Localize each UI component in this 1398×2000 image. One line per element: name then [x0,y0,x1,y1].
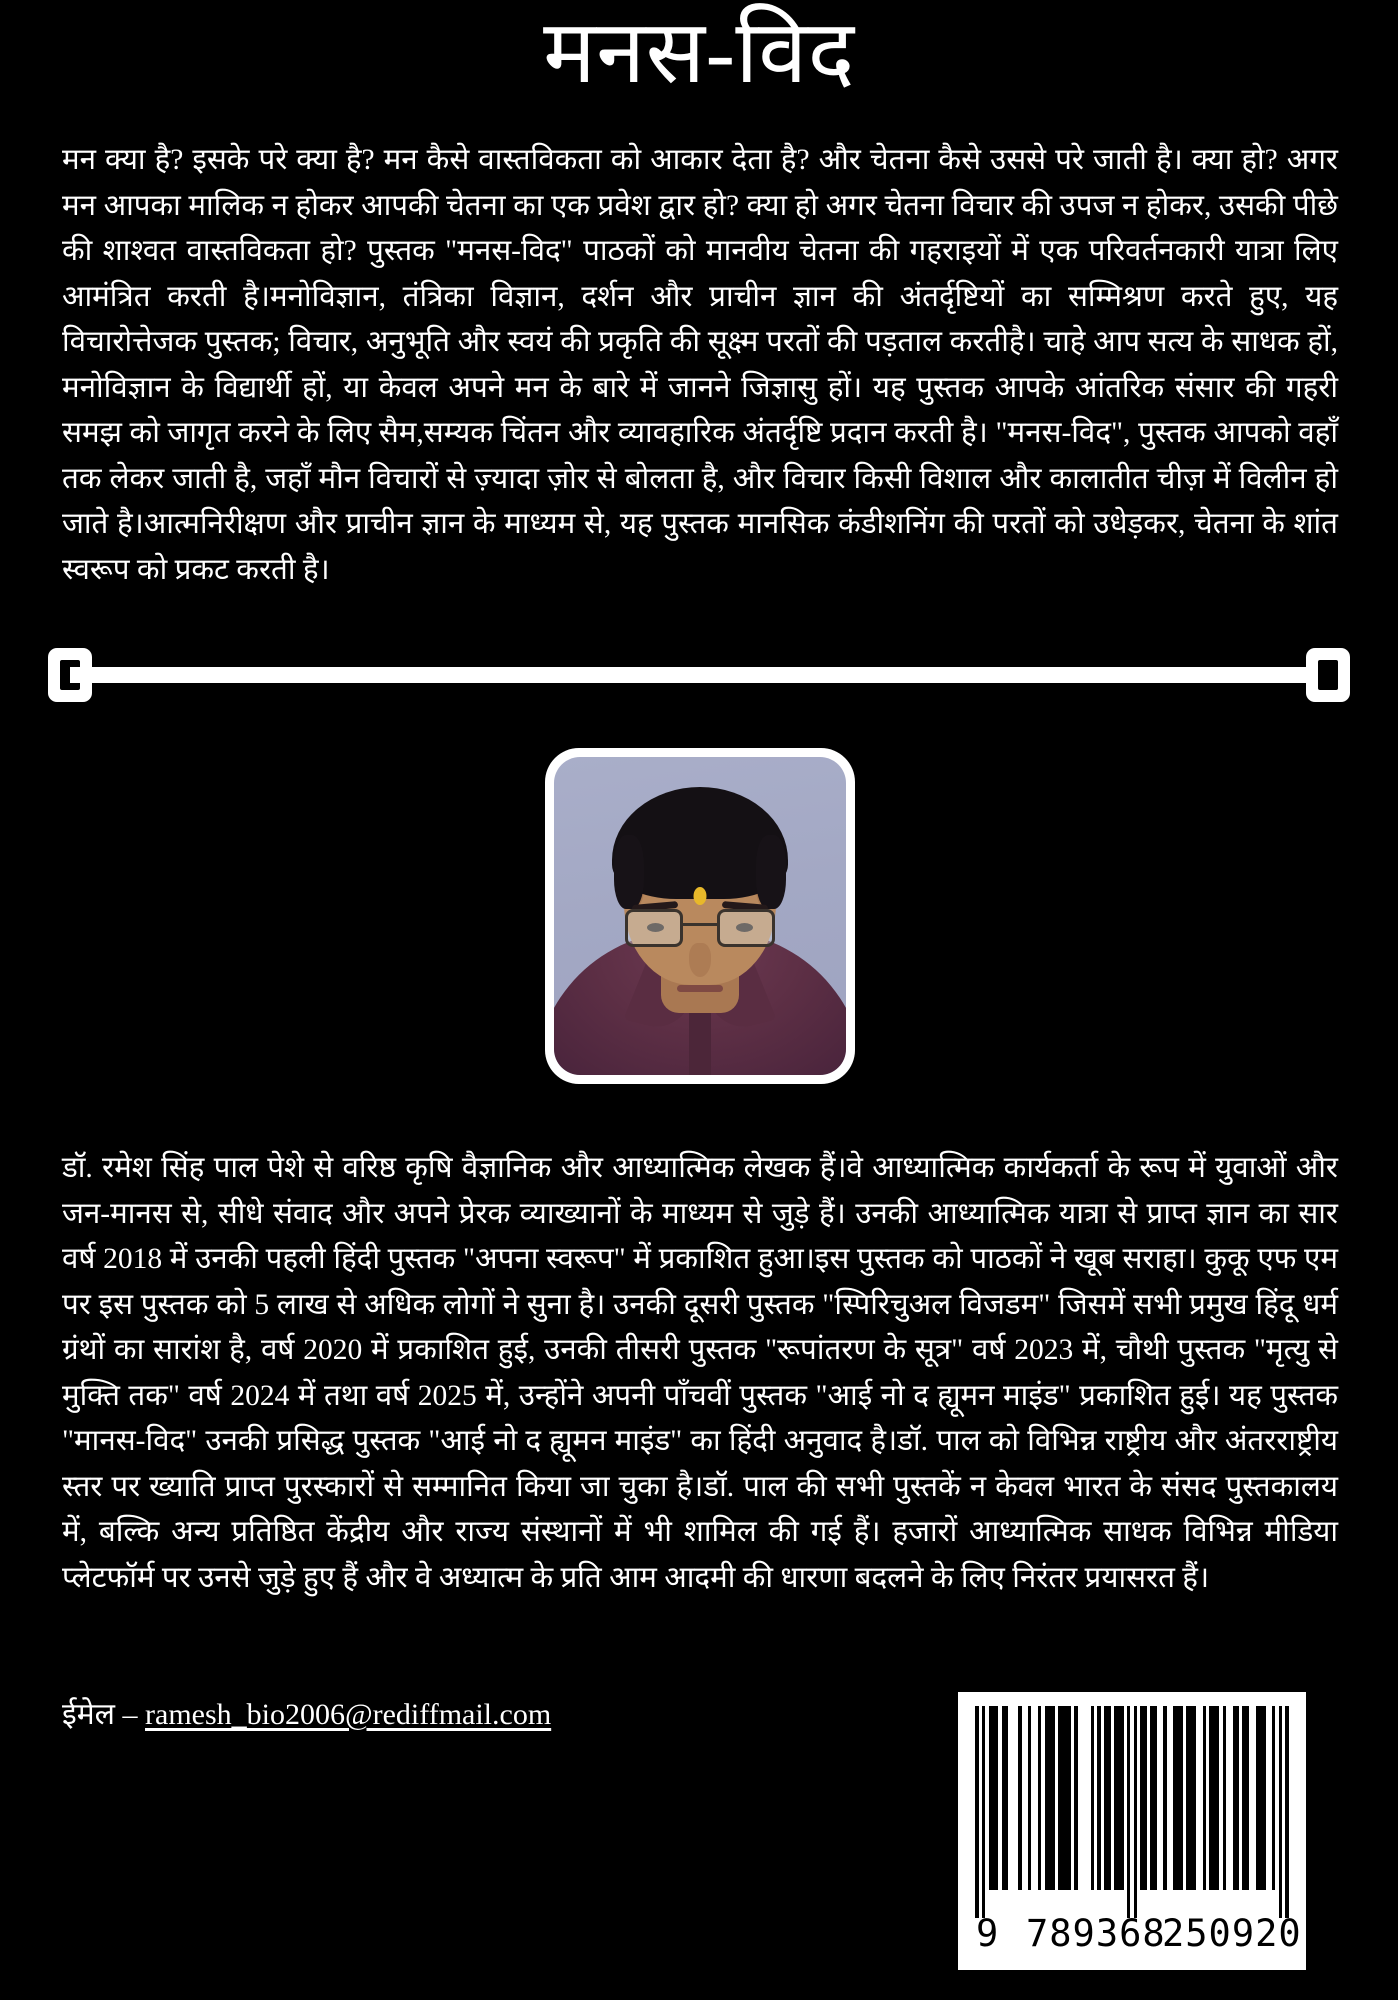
barcode-space [1031,1706,1038,1890]
isbn-barcode [958,1692,1306,1970]
barcode-bar [1242,1706,1249,1890]
barcode-space [1167,1706,1174,1890]
barcode-bar [1173,1706,1183,1890]
photo-mouth [677,985,723,992]
barcode-bar [1140,1706,1147,1890]
email-address[interactable]: ramesh_bio2006@rediffmail.com [145,1698,552,1731]
barcode-bar [1186,1706,1196,1890]
barcode-digit-left: 9 [976,1912,1000,1955]
decorative-divider [48,648,1350,704]
photo-lens-left [625,909,683,947]
page-title: मनस-विद [543,5,855,102]
author-photo [554,757,846,1075]
barcode-bar [1233,1706,1240,1890]
divider-line [70,667,1328,683]
photo-tilak [694,887,707,905]
barcode-digits-right: 250920 [1162,1912,1302,1955]
barcode-bar [1256,1706,1266,1890]
barcode-space [1008,1706,1018,1890]
barcode-space [1078,1706,1091,1890]
photo-shirt-placket [689,1005,711,1075]
barcode-space [1249,1706,1256,1890]
photo-lens-right [717,909,775,947]
author-photo-frame [545,748,855,1084]
barcode-space [1266,1706,1273,1890]
barcode-bar [1285,1706,1288,1918]
barcode-bars [974,1706,1290,1918]
photo-hair-side-right [756,835,786,909]
photo-nose [689,943,711,977]
barcode-space [1157,1706,1164,1890]
barcode-bar [1114,1706,1124,1890]
barcode-space [1226,1706,1233,1890]
barcode-bar [1058,1706,1071,1890]
contact-email-line [62,1696,551,1734]
divider-right-endcap-icon [1306,648,1350,702]
barcode-space [1022,1706,1029,1890]
barcode-bar [1045,1706,1055,1890]
barcode-bar [1104,1706,1111,1890]
photo-glasses-bridge [683,923,717,926]
photo-hair-side-left [614,835,644,909]
barcode-space [1196,1706,1203,1890]
author-bio-paragraph: डॉ. रमेश सिंह पाल पेशे से वरिष्ठ कृषि वैज्ञानिक और आध्यात्मिक लेखक हैं।वे आध्यात्मिक कार्यकर्ता के रूप में युवाओं और जन-मानस से, सीधे संवाद और अपने प्रेरक व्याख्यानों के माध्यम से जुड़े हैं। उनकी आध्यात्मिक यात्रा से प्राप्त ज्ञान का सार वर्ष 2018 में उनकी पहली हिंदी पुस्तक "अपना स्वरूप" में प्रकाशित हुआ।इस पुस्तक को पाठकों ने खूब सराहा। कुकू एफ एम पर इस पुस्तक को 5 लाख से अधिक लोगों ने सुना है। उनकी दूसरी पुस्तक "स्पिरिचुअल विजडम" जिसमें सभी प्रमुख हिंदू धर्म ग्रंथों का सारांश है, वर्ष 2020 में प्रकाशित हुई, उनकी तीसरी पुस्तक "रूपांतरण के सूत्र" वर्ष 2023 में, चौथी पुस्तक "मृत्यु से मुक्ति तक" वर्ष 2024 में तथा वर्ष 2025 में, उन्होंने अपनी पाँचवीं पुस्तक "आई नो द ह्यूमन माइंड" प्रकाशित हुई। यह पुस्तक "मानस-विद" उनकी प्रसिद्ध पुस्तक "आई नो द ह्यूमन माइंड" का हिंदी अनुवाद है।डॉ. पाल को विभिन्न राष्ट्रीय और अंतरराष्ट्रीय स्तर पर ख्याति प्राप्त पुरस्कारों से सम्मानित किया जा चुका है।डॉ. पाल की सभी पुस्तकें न केवल भारत के संसद पुस्तकालय में, बल्कि अन्य प्रतिष्ठित केंद्रीय और राज्य संस्थानों में भी शामिल की गई हैं। हजारों आध्यात्मिक साधक विभिन्न मीडिया प्लेटफॉर्म पर उनसे जुड़े हुए हैं और वे अध्यात्म के प्रति आम आदमी की धारणा बदलने के लिए निरंतर प्रयासरत हैं। [62,1152,1338,1594]
email-label: ईमेल – [62,1698,138,1731]
barcode-bar [1209,1706,1219,1890]
barcode-bar [1150,1706,1157,1890]
blurb-paragraph: मन क्या है? इसके परे क्या है? मन कैसे वास्तविकता को आकार देता है? और चेतना कैसे उससे परे जाती है। क्या हो? अगर मन आपका मालिक न होकर आपकी चेतना का एक प्रवेश द्वार हो? क्या हो अगर चेतना विचार की उपज न होकर, उसकी पीछे की शाश्वत वास्तविकता हो? पुस्तक "मनस-विद" पाठकों को मानवीय चेतना की गहराइयों में एक परिवर्तनकारी यात्रा लिए आमंत्रित करती है।मनोविज्ञान, तंत्रिका विज्ञान, दर्शन और प्राचीन ज्ञान की अंतर्दृष्टियों का सम्मिश्रण करते हुए, यह विचारोत्तेजक पुस्तक; विचार, अनुभूति और स्वयं की प्रकृति की सूक्ष्म परतों की पड़ताल करतीहै। चाहे आप सत्य के साधक हों, मनोविज्ञान के विद्यार्थी हों, या केवल अपने मन के बारे में जानने जिज्ञासु हों। यह पुस्तक आपके आंतरिक संसार की गहरी समझ को जागृत करने के लिए सैम,सम्यक चिंतन और व्यावहारिक अंतर्दृष्टि प्रदान करती है। "मनस-विद", पुस्तक आपको वहाँ तक लेकर जाती है, जहाँ मौन विचारों से ज़्यादा ज़ोर से बोलता है, और विचार किसी विशाल और कालातीत चीज़ में विलीन हो जाते है।आत्मनिरीक्षण और प्राचीन ज्ञान के माध्यम से, यह पुस्तक मानसिक कंडीशनिंग की परतों को उधेड़कर, चेतना के शांत स्वरूप को प्रकट करती है। [62,144,1339,586]
barcode-digits [974,1912,1302,1962]
barcode-digits-mid: 789368 [1026,1912,1166,1955]
barcode-bar [989,1706,999,1890]
barcode-bar [1002,1706,1009,1890]
